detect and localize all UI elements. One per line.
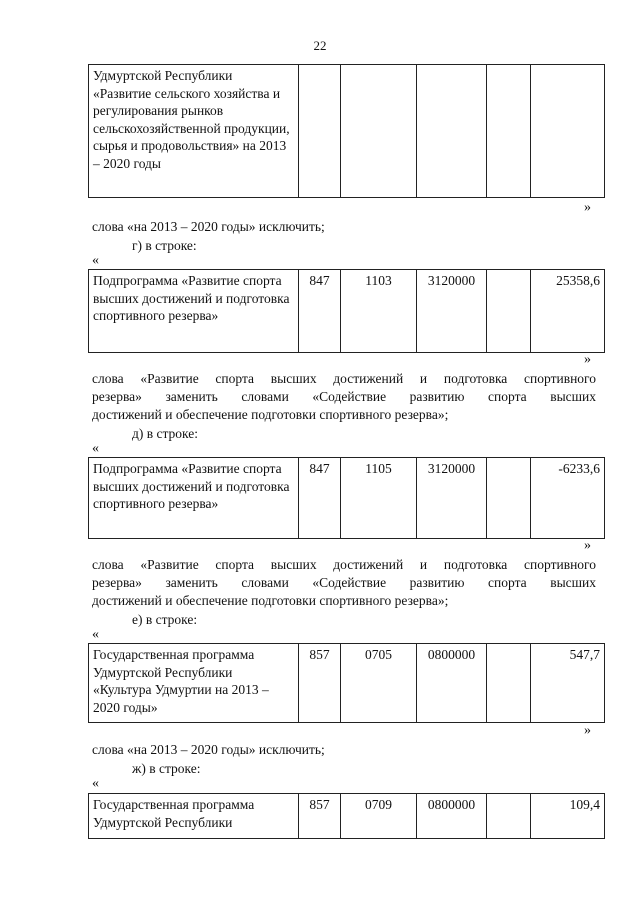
- paragraph-text: слова «Развитие спорта высших достижений и подготовка спортивного: [92, 371, 596, 386]
- cell-section-code: 1105: [341, 458, 417, 539]
- paragraph-text: достижений и обеспечение подготовки спортивного резерва»;: [92, 407, 449, 422]
- paragraph-text: достижений и обеспечение подготовки спортивного резерва»;: [92, 593, 449, 608]
- page-number: 22: [313, 38, 327, 53]
- table-row: [89, 644, 605, 723]
- opening-quote: «: [92, 253, 99, 268]
- row-description: Подпрограмма «Развитие спорта высших достижений и подготовка спортивного резерва»: [89, 458, 299, 539]
- cell-amount: 547,7: [531, 644, 605, 723]
- cell-expense-type: [487, 644, 531, 723]
- cell-ministry-code: 857: [299, 644, 341, 723]
- closing-quote: »: [584, 538, 591, 553]
- cell-empty: [417, 65, 487, 198]
- cell-amount: -6233,6: [531, 458, 605, 539]
- cell-expense-type: [487, 458, 531, 539]
- paragraph-text: слова «на 2013 – 2020 годы» исключить;: [92, 219, 325, 234]
- paragraph-text: резерва» заменить словами «Содействие развитию спорта высших: [92, 389, 596, 404]
- cell-empty: [299, 65, 341, 198]
- paragraph-text: слова «на 2013 – 2020 годы» исключить;: [92, 742, 325, 757]
- table-row: [89, 458, 605, 539]
- paragraph-text: слова «Развитие спорта высших достижений и подготовка спортивного: [92, 557, 596, 572]
- cell-target-code: 3120000: [417, 458, 487, 539]
- paragraph-text: резерва» заменить словами «Содействие развитию спорта высших: [92, 575, 596, 590]
- opening-quote: «: [92, 441, 99, 456]
- closing-quote: »: [584, 352, 591, 367]
- cell-target-code: 0800000: [417, 794, 487, 839]
- cell-expense-type: [487, 794, 531, 839]
- cell-empty: [341, 65, 417, 198]
- cell-section-code: 0705: [341, 644, 417, 723]
- opening-quote: «: [92, 627, 99, 642]
- row-description: Государственная программа Удмуртской Республики «Культура Удмуртии на 2013 – 2020 годы»: [89, 644, 299, 723]
- cell-section-code: 1103: [341, 270, 417, 353]
- paragraph-text: ж) в строке:: [132, 761, 201, 776]
- cell-ministry-code: 847: [299, 270, 341, 353]
- paragraph-text: г) в строке:: [132, 238, 197, 253]
- cell-section-code: 0709: [341, 794, 417, 839]
- table-row-table: [88, 269, 605, 353]
- closing-quote: »: [584, 200, 591, 215]
- table-row: [89, 65, 605, 198]
- cell-empty: [487, 65, 531, 198]
- table-continuation: [88, 64, 605, 198]
- table-row-table: [88, 793, 605, 839]
- closing-quote: »: [584, 723, 591, 738]
- row-description: Удмуртской Республики «Развитие сельского хозяйства и регулирования рынков сельскохозяйственной продукции, сырья и продовольствия» на 2013 – 2020 годы: [89, 65, 299, 198]
- cell-target-code: 3120000: [417, 270, 487, 353]
- cell-amount: 25358,6: [531, 270, 605, 353]
- cell-target-code: 0800000: [417, 644, 487, 723]
- cell-empty: [531, 65, 605, 198]
- cell-expense-type: [487, 270, 531, 353]
- opening-quote: «: [92, 776, 99, 791]
- table-row: [89, 270, 605, 353]
- table-row-table: [88, 457, 605, 539]
- table-row-table: [88, 643, 605, 723]
- row-description: Подпрограмма «Развитие спорта высших достижений и подготовка спортивного резерва»: [89, 270, 299, 353]
- table-row: [89, 794, 605, 839]
- row-description: Государственная программа Удмуртской Республики: [89, 794, 299, 839]
- paragraph-text: д) в строке:: [132, 426, 199, 441]
- cell-amount: 109,4: [531, 794, 605, 839]
- cell-ministry-code: 847: [299, 458, 341, 539]
- cell-ministry-code: 857: [299, 794, 341, 839]
- paragraph-text: е) в строке:: [132, 612, 198, 627]
